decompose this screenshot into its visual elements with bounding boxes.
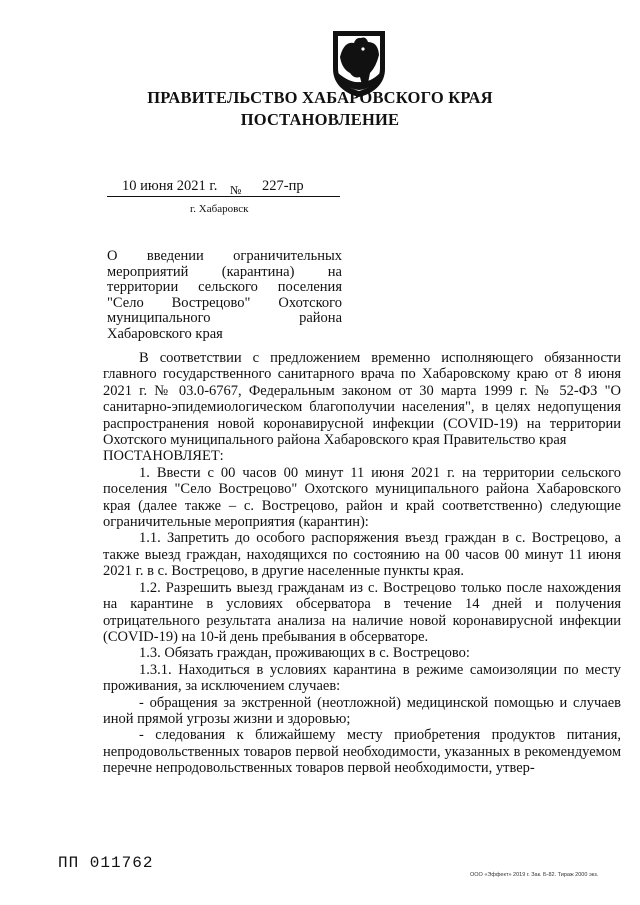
clause-1-2: 1.2. Разрешить выезд гражданам из с. Вострецово только после нахождения на карантине в условиях обсерватора в течение 14 дней и получения отрицательного результата анализа на наличие новой коронавирусной инфекции (COVID-19) на 10-й день пребывания в обсерваторе. <box>103 579 621 645</box>
exception-item: - следования к ближайшему месту приобретения продуктов питания, непродовольственных товаров первой необходимости, указанных в рекомендуемом перечне непродовольственных товаров первой необходимости, утвер- <box>103 727 621 777</box>
form-serial-number: ПП 011762 <box>58 854 154 872</box>
date-underline <box>107 196 340 197</box>
decree-subject: О введении ограничительных мероприятий (карантина) на территории сельского поселения "Село Вострецово" Охотского муниципального района Хабаровского края <box>107 248 342 342</box>
clause-1-1: 1.1. Запретить до особого распоряжения въезд граждан в с. Вострецово, а также выезд граждан, находящихся по состоянию на 00 часов 00 минут 11 июня 2021 г. в с. Вострецово, в другие населенные пункты края. <box>103 530 621 580</box>
number-sign: № <box>230 183 242 197</box>
resolves-heading: ПОСТАНОВЛЯЕТ: <box>103 448 224 465</box>
clause-1-3: 1.3. Обязать граждан, проживающих в с. Вострецово: <box>139 645 470 662</box>
clause-1: 1. Ввести с 00 часов 00 минут 11 июня 2021 г. на территории сельского поселения "Село Вострецово" Охотского муниципального района Хабаровского края (далее также – с. Вострецово, район и край соответственно) следующие ограничительные мероприятия (карантин): <box>103 464 621 531</box>
government-title: ПРАВИТЕЛЬСТВО ХАБАРОВСКОГО КРАЯ <box>147 88 493 107</box>
preamble-paragraph: В соответствии с предложением временно исполняющего обязанности главного государственного санитарного врача по Хабаровскому краю от 8 июня 2021 г. № 03.0-6767, Федеральным законом от 30 марта 1999 г. № 52-ФЗ "О санитарно-эпидемиологическом благополучии населения", в целях недопущения распространения новой коронавирусной инфекции (COVID-19) на территории Охотского муниципального района Хабаровского края Правительство края <box>103 350 621 449</box>
printer-imprint: ООО «Эффект» 2019 г. Зак. Б-82. Тираж 2000 экз. <box>470 872 599 878</box>
decree-type-title: ПОСТАНОВЛЕНИЕ <box>240 110 400 129</box>
decree-date: 10 июня 2021 г. <box>122 178 218 194</box>
decree-number: 227-пр <box>262 178 304 194</box>
clause-1-3-1: 1.3.1. Находиться в условиях карантина в режиме самоизоляции по месту проживания, за исключением случаев: <box>103 661 621 695</box>
exception-item: - обращения за экстренной (неотложной) медицинской помощью и случаев иной прямой угрозы жизни и здоровью; <box>103 694 621 727</box>
decree-body <box>103 350 621 777</box>
city-label: г. Хабаровск <box>190 203 249 215</box>
